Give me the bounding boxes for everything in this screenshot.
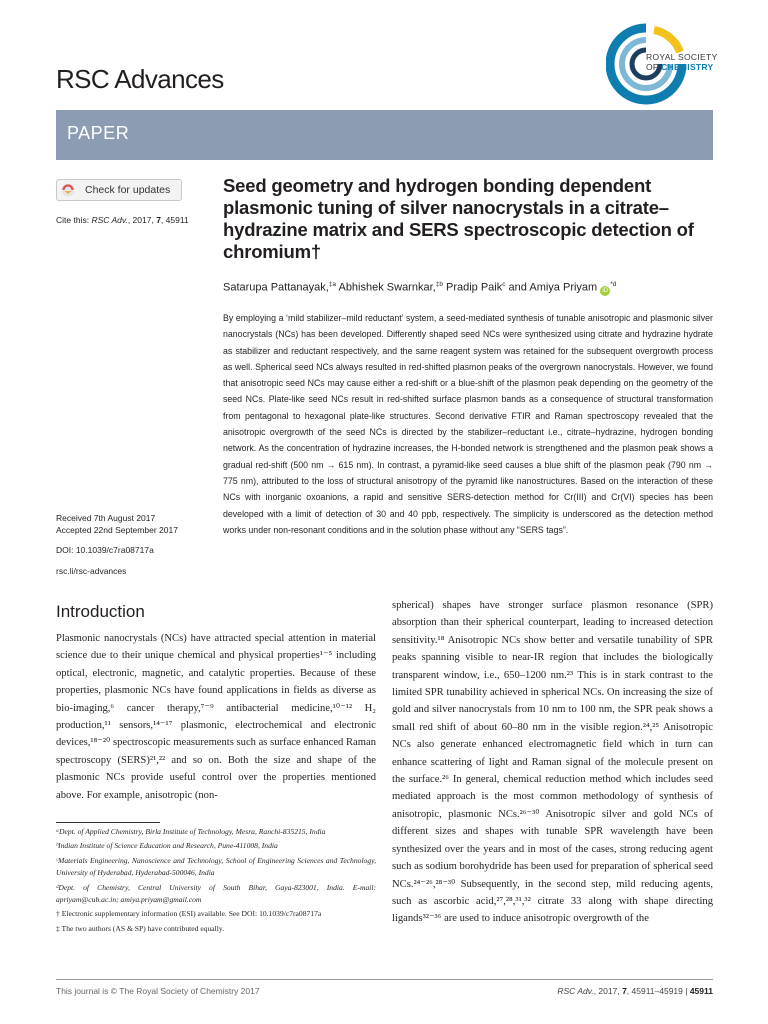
author-list: Satarupa Pattanayak,$^{\ddagger a}$ Abhishek Swarnkar,$^{\ddagger b}$ Pradip Paik$^c$ and Amiya Priyam $iD^{*d}$ [223, 281, 617, 294]
article-type: PAPER [67, 123, 130, 143]
footer-divider [56, 979, 713, 980]
page-number: 45911 [689, 986, 713, 996]
accepted-date: Accepted 22nd September 2017 [56, 525, 178, 535]
received-date: Received 7th August 2017 [56, 513, 156, 523]
rsc-logo[interactable] [606, 22, 768, 108]
intro-column-2: spherical) shapes have stronger surface plasmon resonance (SPR) absorption than their spherical counterpart, leading to increased detection sensitivity.¹⁸ Anisotropic NCs show better and versatile tunability of SPR peaks spanning visible to near-IR region that includes the biologically transparent window, i.e., 650–1200 nm.²³ This is in stark contrast to the limited SPR tunability achieved in spherical NCs. On increasing the size of gold and silver nanocrystals from 10 nm to 100 nm, the SPR peak shows a small red shift of about 60–80 nm in the visible region.²⁴,²⁵ Anisotropic NCs also generate enhanced electromagnetic field which in turn can enhance scattering of light and Raman signal of the molecule present on the surface.²⁶ In general, chemical reduction method which includes seed mediated approach is the most common methodology of synthesis of anisotropic, plasmonic NCs.²⁶⁻³⁰ Anisotropic silver and gold NCs of different sizes and shapes with tunable SPR wavelength have been synthesized over the years and in most of the cases, strong reducing agent such as sodium borohydride has been used for preparation of spherical seed NCs.²⁴⁻²⁶,²⁸⁻³⁰ Subsequently, in the second step, mild reducing agents, such as ascorbic acid,²⁷,²⁸,³¹,³² citrate 33 along with shape directing ligands³²⁻³⁶ are used to induce anisotropic overgrowth of the [392, 600, 713, 925]
check-updates-icon [61, 183, 75, 197]
check-updates-button[interactable] [56, 179, 182, 201]
footnote-divider [56, 822, 160, 823]
cite-this: Cite this: RSC Adv., 2017, 7, 45911 [56, 215, 189, 225]
abstract: By employing a ‘mild stabilizer–mild reductant’ system, a seed-mediated synthesis of tunable anisotropic and plasmonic silver nanocrystals (NCs) has been developed. Differently shaped seed NCs were synthesized using citrate and hydrazine hydrate as stabilizer and reductant respectively, and the same reagent system was retained for the subsequent overgrowth process as well. Spherical seed NCs always resulted in red-shifted plasmon peaks of the overgrown nanocrystals. However, we found that anisotropic seed NCs may cause either a red-shift or a blue-shift of the plasmon peak depending on the geometry of the seed NCs. Plate-like seed NCs result in red-shifted surface plasmon bands as a consequence of structural transformation from pentagonal to hexagonal plate-like structures. Second derivative FTIR and Raman spectroscopy revealed that the anisotropic overgrowth of the seed NCs is directed by the stabilizer–reductant i.e., citrate–hydrazine, hydrogen bonding network. As the concentration of hydrazine increases, the H-bonded network is strengthened and the plasmon peak shows a gradual red-shift (500 nm → 615 nm). In contrast, a pyramid-like seed causes a blue shift of the plasmon peak (790 nm → 775 nm), attributed to the loss of structural anisotropy of the pyramid like nanostructures. Based on the interaction of these NCs with inorganic oxoanions, a rapid and sensitive SERS-detection method for Cr(III) and Cr(VI) species has been developed with a limit of detection of 30 and 40 ppb, respectively. The simplicity is underscored as the detection method works under non-resonant conditions and in the solution phase without any “SERS tags”. [223, 313, 713, 535]
footer-citation: RSC Adv., 2017, 7, 45911–45919 | 45911 [557, 986, 713, 996]
orcid-icon[interactable]: iD [600, 286, 610, 296]
doi[interactable]: DOI: 10.1039/c7ra08717a [56, 545, 154, 555]
footer-copyright: This journal is © The Royal Society of Chemistry 2017 [56, 986, 260, 996]
affiliation-c: ᶜMaterials Engineering, Nanoscience and Technology, School of Engineering Sciences and Technology, University of Hyderabad, Hyderabad-500046, India [56, 855, 376, 878]
affiliation-d: ᵈDept. of Chemistry, Central University of South Bihar, Gaya-823001, India. E-mail: apriyam@cub.ac.in; amiya.priyam@gmail.com [56, 882, 376, 905]
rsc-logo-text: ROYAL SOCIETY OF CHEMISTRY [646, 52, 718, 72]
equal-contribution-note: ‡ The two authors (AS & SP) have contributed equally. [56, 923, 225, 933]
article-title: Seed geometry and hydrogen bonding dependent plasmonic tuning of silver nanocrystals in a citrate–hydrazine matrix and SERS spectroscopic detection of chromium† [223, 175, 694, 262]
author[interactable]: Abhishek Swarnkar, [336, 281, 436, 294]
affiliation-a: ᵃDept. of Applied Chemistry, Birla Institute of Technology, Mesra, Ranchi-835215, India [56, 827, 326, 836]
section-heading: Introduction [56, 602, 145, 621]
journal-link[interactable]: rsc.li/rsc-advances [56, 566, 127, 576]
intro-column-1: Plasmonic nanocrystals (NCs) have attracted special attention in material science due to their unique chemical and physical properties¹⁻⁵ including optical, electronic, magnetic, and catalytic properties. Because of these properties, plasmonic NCs have found applications in fields as diverse as bio-imaging,⁶ cancer therapy,⁷⁻⁹ antibacterial medicine,¹⁰⁻¹² H₂ production,¹¹ sensors,¹⁴⁻¹⁷ plasmonic, electrochemical and electronic devices,¹⁸⁻²⁰ spectroscopic measurements such as surface enhanced Raman spectroscopy (SERS)²¹,²² and so on. Both the size and shape of the plasmonic NCs provide useful control over the properties mentioned above. For example, anisotropic (non- [56, 633, 376, 801]
affiliation-b: ᵇIndian Institute of Science Education and Research, Pune-411008, India [56, 841, 278, 851]
esi-note: † Electronic supplementary information (ESI) available. See DOI: 10.1039/c7ra08717a [56, 909, 322, 919]
journal-name: RSC Advances [56, 64, 224, 94]
author[interactable]: and Amiya Priyam [505, 281, 598, 294]
check-updates-label: Check for updates [85, 184, 171, 196]
article-type-bar [56, 110, 713, 160]
author[interactable]: Satarupa Pattanayak, [223, 281, 329, 294]
author[interactable]: Pradip Paik [442, 281, 503, 294]
footnotes [56, 826, 376, 937]
